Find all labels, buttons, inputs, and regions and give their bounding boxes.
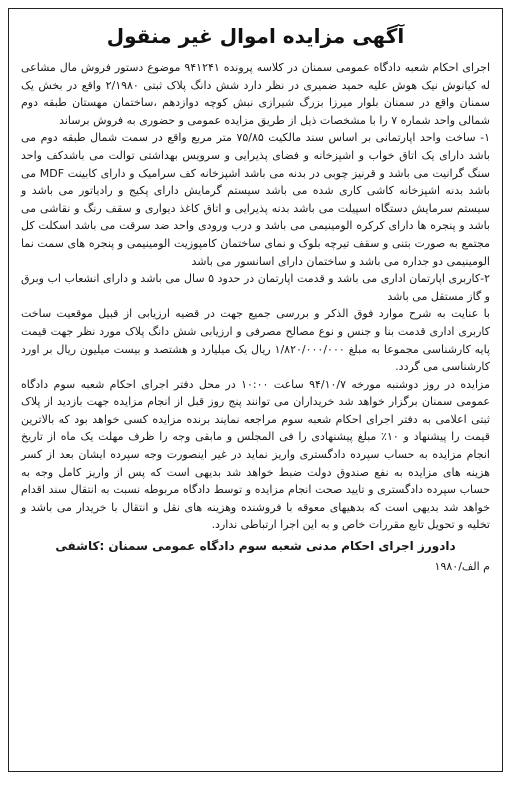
auction-notice: [8, 8, 503, 772]
notice-item-2-paragraph: ۲-کاربری اپارتمان اداری می باشد و قدمت اپارتمان در حدود ۵ سال می باشد و دارای انشعاب اب وبرق و گاز مستقل می باشد: [21, 272, 490, 303]
notice-valuation-paragraph: با عنایت به شرح موارد فوق الذکر و بررسی جمیع جهت در قضیه ارزیابی از قبیل موقعیت ساخت کاربری اداری قدمت بنا و جنس و نوع مصالح مصرفی و ارزیابی شش دانگ پلاک مورد نظر جهت قیمت پایه کارشناسی مجموعا به مبلغ ۱/۸۲۰/۰۰۰/۰۰۰ ریال یک میلیارد و هشتصد و بیست میلیون ریال بر اورد کارشناسی می گردد.: [21, 307, 491, 374]
notice-reference-code: م الف/۱۹۸۰: [434, 560, 490, 574]
notice-intro-paragraph: اجرای احکام شعبه دادگاه عمومی سمنان در کلاسه پرونده ۹۴۱۲۴۱ موضوع دستور فروش مال مشاعی له کیانوش نیک هوش علیه حمید ضمیری در نظر دارد شش دانگ پلاک ثبتی ۲/۱۹۸۰ واقع در بخش یک سمنان واقع در سمنان بلوار میرزا بزرگ شیرازی نبش کوچه دوازدهم ،ساختمان مهستان طبقه دوم شمالی واحد شماره ۷ را با مشخصات ذیل از طریق مزایده عمومی و حضوری به فروش برساند: [21, 61, 490, 127]
notice-signature: دادورز اجرای احکام مدنی شعبه سوم دادگاه عمومی سمنان :کاشفی: [55, 539, 456, 554]
notice-title: آگهی مزایده اموال غیر منقول: [106, 24, 405, 48]
notice-auction-terms-paragraph: مزایده در روز دوشنبه مورخه ۹۴/۱۰/۷ ساعت ۱۰:۰۰ در محل دفتر اجرای احکام شعبه سوم دادگاه عمومی سمنان برگزار خواهد شد خریداران می توانند پنج روز قبل از انجام مزایده جهت بازدید از پلاک ثبتی اعلامی به دفتر اجرای احکام شعبه سوم مراجعه نمایند برنده مزایده کسی خواهد بود که بالاترین قیمت را پیشنهاد و ۱۰٪ مبلغ پیشنهادی را فی المجلس و مابقی وجه را ظرف مهلت یک ماه از تاریخ انجام مزایده به حساب سپرده دادگستری واریز نماید در غیر اینصورت وجه سپرده ایشان بعد از کسر هزینه های مزایده به نفع صندوق دولت ضبط خواهد شد بدیهی است که پس از واریز کامل وجه به حساب سپرده دادگستری و تایید صحت انجام مزایده و توسط دادگاه مربوطه نسبت به انتقال سند اقدام خواهد شد بدیهی است که بدهیهای معوقه با فروشنده وهزینه های نقل و انتقال با خریدار می باشد و تخلیه و تحویل تابع مقررات خاص و به این اجرا ارتباطی ندارد.: [21, 377, 491, 532]
notice-item-1-paragraph: ۱- ساخت واحد اپارتمانی بر اساس سند مالکیت ۷۵/۸۵ متر مربع واقع در سمت شمال طبقه دوم می باشد دارای یک اتاق خواب و اشپزخانه و فضای پذیرایی و سرویس بهداشتی توالت می باشدکف واحد سنگ گرانیت می باشد و قرنیز چوبی در بدنه می باشد اشپزخانه کف سرامیک و دارای کابینت MDF می باشد بدنه اشپزخانه کاشی کاری شده می باشد سیستم گرمایش دارای پکیج و رادیاتور می باشد و سیستم سرمایش دستگاه اسپیلت می باشد بدنه پذیرایی و اتاق کاغذ دیواری و سقف رنگ و نقاشی می باشد و پنجره ها دارای کرکره الومینیمی می باشد و درب ورودی واحد ضد سرقت می باشد اسکلت کل مجتمع به صورت بتنی و سقف تیرچه بلوک و نمای ساختمان کامپوزیت الومینیمی و پنجره های سمت نما الومینیمی دو جداره می باشد و ساختمان دارای اسانسور می باشد: [21, 131, 491, 268]
